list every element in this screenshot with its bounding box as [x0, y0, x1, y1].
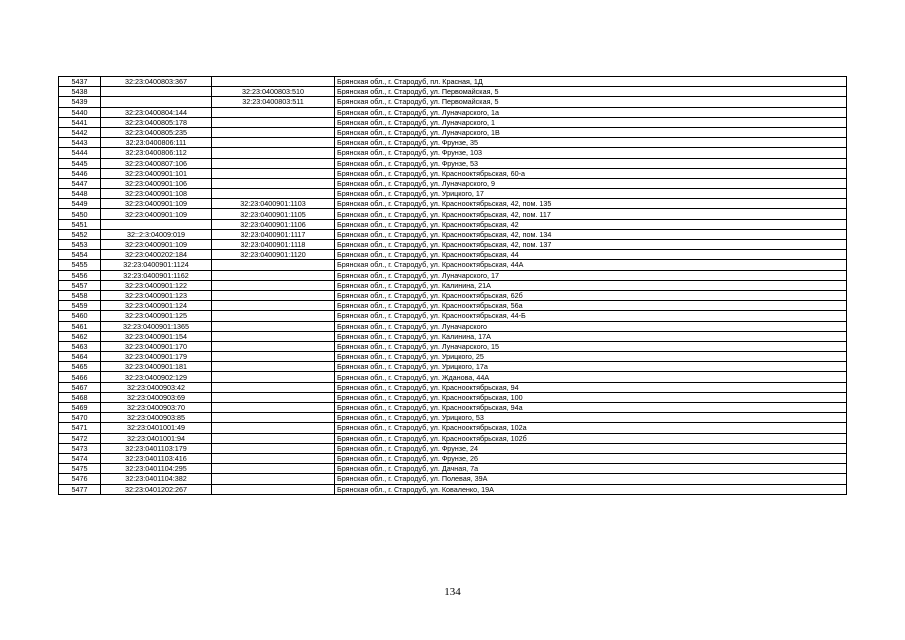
- object-cadastral-number-cell: [212, 362, 335, 372]
- table-row: [59, 199, 847, 209]
- row-number-cell: 5447: [59, 178, 101, 188]
- table-row: [59, 270, 847, 280]
- land-cadastral-number-cell: 32:23:0400202:184: [101, 250, 212, 260]
- address-cell: Брянская обл., г. Стародуб, ул. Краснооктябрьская, 44А: [335, 260, 847, 270]
- row-number-cell: 5440: [59, 107, 101, 117]
- row-number-cell: 5464: [59, 352, 101, 362]
- address-cell: Брянская обл., г. Стародуб, ул. Краснооктябрьская, 102а: [335, 423, 847, 433]
- land-cadastral-number-cell: 32:23:0400901:101: [101, 168, 212, 178]
- land-cadastral-number-cell: 32:23:0400901:1162: [101, 270, 212, 280]
- row-number-cell: 5442: [59, 127, 101, 137]
- object-cadastral-number-cell: [212, 158, 335, 168]
- object-cadastral-number-cell: 32:23:0400901:1120: [212, 250, 335, 260]
- address-cell: Брянская обл., г. Стародуб, ул. Краснооктябрьская, 94а: [335, 403, 847, 413]
- table-row: [59, 148, 847, 158]
- address-cell: Брянская обл., г. Стародуб, ул. Луначарского, 1а: [335, 107, 847, 117]
- row-number-cell: 5443: [59, 138, 101, 148]
- object-cadastral-number-cell: [212, 331, 335, 341]
- row-number-cell: 5439: [59, 97, 101, 107]
- row-number-cell: 5437: [59, 77, 101, 87]
- table-row: [59, 372, 847, 382]
- table-row: [59, 392, 847, 402]
- object-cadastral-number-cell: [212, 372, 335, 382]
- table-row: [59, 229, 847, 239]
- address-cell: Брянская обл., г. Стародуб, ул. Краснооктябрьская, 62б: [335, 290, 847, 300]
- row-number-cell: 5466: [59, 372, 101, 382]
- row-number-cell: 5469: [59, 403, 101, 413]
- land-cadastral-number-cell: 32:23:0400901:154: [101, 331, 212, 341]
- table-row: [59, 158, 847, 168]
- row-number-cell: 5462: [59, 331, 101, 341]
- table-row: [59, 219, 847, 229]
- land-cadastral-number-cell: 32:23:0401103:179: [101, 443, 212, 453]
- object-cadastral-number-cell: [212, 433, 335, 443]
- row-number-cell: 5475: [59, 464, 101, 474]
- land-cadastral-number-cell: 32:23:0400804:144: [101, 107, 212, 117]
- object-cadastral-number-cell: [212, 464, 335, 474]
- land-cadastral-number-cell: 32:23:0400901:123: [101, 290, 212, 300]
- table-row: [59, 260, 847, 270]
- object-cadastral-number-cell: [212, 413, 335, 423]
- object-cadastral-number-cell: [212, 352, 335, 362]
- address-cell: Брянская обл., г. Стародуб, пл. Красная, 1Д: [335, 77, 847, 87]
- address-cell: Брянская обл., г. Стародуб, ул. Краснооктябрьская, 56а: [335, 301, 847, 311]
- object-cadastral-number-cell: [212, 311, 335, 321]
- row-number-cell: 5471: [59, 423, 101, 433]
- table-row: [59, 240, 847, 250]
- table-row: [59, 168, 847, 178]
- land-cadastral-number-cell: 32:23:0400805:178: [101, 117, 212, 127]
- row-number-cell: 5451: [59, 219, 101, 229]
- object-cadastral-number-cell: 32:23:0400901:1105: [212, 209, 335, 219]
- row-number-cell: 5441: [59, 117, 101, 127]
- land-cadastral-number-cell: 32:23:0401104:382: [101, 474, 212, 484]
- table-row: [59, 301, 847, 311]
- row-number-cell: 5472: [59, 433, 101, 443]
- table-row: [59, 311, 847, 321]
- table-row: [59, 331, 847, 341]
- row-number-cell: 5477: [59, 484, 101, 494]
- land-cadastral-number-cell: 32:23:0400901:109: [101, 240, 212, 250]
- address-cell: Брянская обл., г. Стародуб, ул. Полевая, 39А: [335, 474, 847, 484]
- row-number-cell: 5463: [59, 341, 101, 351]
- object-cadastral-number-cell: [212, 270, 335, 280]
- object-cadastral-number-cell: 32:23:0400901:1103: [212, 199, 335, 209]
- row-number-cell: 5452: [59, 229, 101, 239]
- row-number-cell: 5438: [59, 87, 101, 97]
- table-row: [59, 77, 847, 87]
- land-cadastral-number-cell: 32:23:0400901:109: [101, 199, 212, 209]
- land-cadastral-number-cell: 32:23:0400901:124: [101, 301, 212, 311]
- row-number-cell: 5476: [59, 474, 101, 484]
- address-cell: Брянская обл., г. Стародуб, ул. Калинина, 17А: [335, 331, 847, 341]
- table-row: [59, 290, 847, 300]
- table-row: [59, 474, 847, 484]
- address-cell: Брянская обл., г. Стародуб, ул. Калинина, 21А: [335, 280, 847, 290]
- object-cadastral-number-cell: 32:23:0400901:1106: [212, 219, 335, 229]
- land-cadastral-number-cell: 32:23:0400901:170: [101, 341, 212, 351]
- object-cadastral-number-cell: [212, 474, 335, 484]
- land-cadastral-number-cell: 32:23:0400901:179: [101, 352, 212, 362]
- table-row: [59, 280, 847, 290]
- page-number: 134: [444, 586, 461, 598]
- address-cell: Брянская обл., г. Стародуб, ул. Краснооктябрьская, 42, пом. 134: [335, 229, 847, 239]
- land-cadastral-number-cell: 32:23:0400803:367: [101, 77, 212, 87]
- object-cadastral-number-cell: 32:23:0400803:510: [212, 87, 335, 97]
- object-cadastral-number-cell: [212, 341, 335, 351]
- table-row: [59, 341, 847, 351]
- registry-table-body: [59, 77, 847, 495]
- address-cell: Брянская обл., г. Стародуб, ул. Луначарского, 1В: [335, 127, 847, 137]
- row-number-cell: 5458: [59, 290, 101, 300]
- address-cell: Брянская обл., г. Стародуб, ул. Луначарского, 1: [335, 117, 847, 127]
- table-row: [59, 464, 847, 474]
- object-cadastral-number-cell: [212, 321, 335, 331]
- land-cadastral-number-cell: 32:23:0400901:108: [101, 189, 212, 199]
- object-cadastral-number-cell: [212, 117, 335, 127]
- row-number-cell: 5474: [59, 453, 101, 463]
- object-cadastral-number-cell: [212, 260, 335, 270]
- address-cell: Брянская обл., г. Стародуб, ул. Краснооктябрьская, 94: [335, 382, 847, 392]
- address-cell: Брянская обл., г. Стародуб, ул. Урицкого, 53: [335, 413, 847, 423]
- address-cell: Брянская обл., г. Стародуб, ул. Луначарского, 17: [335, 270, 847, 280]
- address-cell: Брянская обл., г. Стародуб, ул. Краснооктябрьская, 42, пом. 135: [335, 199, 847, 209]
- object-cadastral-number-cell: 32:23:0400901:1117: [212, 229, 335, 239]
- address-cell: Брянская обл., г. Стародуб, ул. Фрунзе, 35: [335, 138, 847, 148]
- object-cadastral-number-cell: [212, 301, 335, 311]
- object-cadastral-number-cell: [212, 107, 335, 117]
- address-cell: Брянская обл., г. Стародуб, ул. Краснооктябрьская, 44-Б: [335, 311, 847, 321]
- land-cadastral-number-cell: 32:23:0400806:111: [101, 138, 212, 148]
- land-cadastral-number-cell: 32:23:0400902:129: [101, 372, 212, 382]
- address-cell: Брянская обл., г. Стародуб, ул. Коваленко, 19А: [335, 484, 847, 494]
- row-number-cell: 5450: [59, 209, 101, 219]
- land-cadastral-number-cell: 32:23:0400901:1365: [101, 321, 212, 331]
- row-number-cell: 5473: [59, 443, 101, 453]
- address-cell: Брянская обл., г. Стародуб, ул. Жданова, 44А: [335, 372, 847, 382]
- object-cadastral-number-cell: [212, 138, 335, 148]
- land-cadastral-number-cell: 32:23:0400901:122: [101, 280, 212, 290]
- table-row: [59, 352, 847, 362]
- land-cadastral-number-cell: 32:23:0400903:69: [101, 392, 212, 402]
- table-row: [59, 403, 847, 413]
- land-cadastral-number-cell: 32:23:0401103:416: [101, 453, 212, 463]
- object-cadastral-number-cell: [212, 189, 335, 199]
- row-number-cell: 5461: [59, 321, 101, 331]
- table-row: [59, 433, 847, 443]
- row-number-cell: 5445: [59, 158, 101, 168]
- object-cadastral-number-cell: [212, 382, 335, 392]
- address-cell: Брянская обл., г. Стародуб, ул. Краснооктябрьская, 42: [335, 219, 847, 229]
- object-cadastral-number-cell: [212, 178, 335, 188]
- row-number-cell: 5453: [59, 240, 101, 250]
- land-cadastral-number-cell: 32:23:0400903:85: [101, 413, 212, 423]
- land-cadastral-number-cell: 32:23:0400806:112: [101, 148, 212, 158]
- land-cadastral-number-cell: 32:23:0400901:181: [101, 362, 212, 372]
- row-number-cell: 5468: [59, 392, 101, 402]
- table-row: [59, 209, 847, 219]
- address-cell: Брянская обл., г. Стародуб, ул. Урицкого, 17: [335, 189, 847, 199]
- row-number-cell: 5449: [59, 199, 101, 209]
- address-cell: Брянская обл., г. Стародуб, ул. Краснооктябрьская, 42, пом. 137: [335, 240, 847, 250]
- land-cadastral-number-cell: 32:23:0400903:42: [101, 382, 212, 392]
- address-cell: Брянская обл., г. Стародуб, ул. Урицкого, 17а: [335, 362, 847, 372]
- table-row: [59, 453, 847, 463]
- land-cadastral-number-cell: [101, 87, 212, 97]
- land-cadastral-number-cell: 32:23:0401202:267: [101, 484, 212, 494]
- land-cadastral-number-cell: 32:23:0400901:109: [101, 209, 212, 219]
- address-cell: Брянская обл., г. Стародуб, ул. Краснооктябрьская, 42, пом. 117: [335, 209, 847, 219]
- object-cadastral-number-cell: [212, 443, 335, 453]
- row-number-cell: 5456: [59, 270, 101, 280]
- object-cadastral-number-cell: [212, 484, 335, 494]
- address-cell: Брянская обл., г. Стародуб, ул. Краснооктябрьская, 44: [335, 250, 847, 260]
- table-row: [59, 250, 847, 260]
- land-cadastral-number-cell: 32:23:0401001:49: [101, 423, 212, 433]
- row-number-cell: 5459: [59, 301, 101, 311]
- address-cell: Брянская обл., г. Стародуб, ул. Луначарского: [335, 321, 847, 331]
- address-cell: Брянская обл., г. Стародуб, ул. Краснооктябрьская, 102б: [335, 433, 847, 443]
- address-cell: Брянская обл., г. Стародуб, ул. Краснооктябрьская, 60-а: [335, 168, 847, 178]
- row-number-cell: 5455: [59, 260, 101, 270]
- table-row: [59, 107, 847, 117]
- object-cadastral-number-cell: [212, 148, 335, 158]
- address-cell: Брянская обл., г. Стародуб, ул. Фрунзе, 53: [335, 158, 847, 168]
- address-cell: Брянская обл., г. Стародуб, ул. Луначарского, 9: [335, 178, 847, 188]
- address-cell: Брянская обл., г. Стародуб, ул. Урицкого, 25: [335, 352, 847, 362]
- table-row: [59, 87, 847, 97]
- row-number-cell: 5446: [59, 168, 101, 178]
- row-number-cell: 5448: [59, 189, 101, 199]
- land-cadastral-number-cell: 32:23:0400805:235: [101, 127, 212, 137]
- object-cadastral-number-cell: [212, 453, 335, 463]
- table-row: [59, 423, 847, 433]
- table-row: [59, 138, 847, 148]
- table-row: [59, 362, 847, 372]
- object-cadastral-number-cell: [212, 77, 335, 87]
- property-registry-table: [58, 76, 847, 495]
- land-cadastral-number-cell: 32:23:0400807:106: [101, 158, 212, 168]
- object-cadastral-number-cell: 32:23:0400901:1118: [212, 240, 335, 250]
- row-number-cell: 5467: [59, 382, 101, 392]
- table-row: [59, 382, 847, 392]
- row-number-cell: 5454: [59, 250, 101, 260]
- object-cadastral-number-cell: 32:23:0400803:511: [212, 97, 335, 107]
- row-number-cell: 5465: [59, 362, 101, 372]
- land-cadastral-number-cell: 32::2:3:04009:019: [101, 229, 212, 239]
- land-cadastral-number-cell: [101, 97, 212, 107]
- table-row: [59, 189, 847, 199]
- address-cell: Брянская обл., г. Стародуб, ул. Дачная, 7а: [335, 464, 847, 474]
- address-cell: Брянская обл., г. Стародуб, ул. Первомайская, 5: [335, 87, 847, 97]
- object-cadastral-number-cell: [212, 127, 335, 137]
- land-cadastral-number-cell: 32:23:0401104:295: [101, 464, 212, 474]
- table-row: [59, 413, 847, 423]
- address-cell: Брянская обл., г. Стародуб, ул. Первомайская, 5: [335, 97, 847, 107]
- table-row: [59, 321, 847, 331]
- table-row: [59, 97, 847, 107]
- land-cadastral-number-cell: 32:23:0400901:125: [101, 311, 212, 321]
- land-cadastral-number-cell: 32:23:0400901:106: [101, 178, 212, 188]
- address-cell: Брянская обл., г. Стародуб, ул. Фрунзе, 103: [335, 148, 847, 158]
- object-cadastral-number-cell: [212, 168, 335, 178]
- row-number-cell: 5444: [59, 148, 101, 158]
- land-cadastral-number-cell: 32:23:0400901:1124: [101, 260, 212, 270]
- land-cadastral-number-cell: 32:23:0400903:70: [101, 403, 212, 413]
- row-number-cell: 5457: [59, 280, 101, 290]
- land-cadastral-number-cell: 32:23:0401001:94: [101, 433, 212, 443]
- row-number-cell: 5460: [59, 311, 101, 321]
- table-row: [59, 178, 847, 188]
- address-cell: Брянская обл., г. Стародуб, ул. Фрунзе, 26: [335, 453, 847, 463]
- table-row: [59, 484, 847, 494]
- object-cadastral-number-cell: [212, 280, 335, 290]
- table-row: [59, 443, 847, 453]
- address-cell: Брянская обл., г. Стародуб, ул. Фрунзе, 24: [335, 443, 847, 453]
- object-cadastral-number-cell: [212, 403, 335, 413]
- object-cadastral-number-cell: [212, 423, 335, 433]
- address-cell: Брянская обл., г. Стародуб, ул. Луначарского, 15: [335, 341, 847, 351]
- table-row: [59, 117, 847, 127]
- table-row: [59, 127, 847, 137]
- address-cell: Брянская обл., г. Стародуб, ул. Краснооктябрьская, 100: [335, 392, 847, 402]
- land-cadastral-number-cell: [101, 219, 212, 229]
- object-cadastral-number-cell: [212, 290, 335, 300]
- row-number-cell: 5470: [59, 413, 101, 423]
- object-cadastral-number-cell: [212, 392, 335, 402]
